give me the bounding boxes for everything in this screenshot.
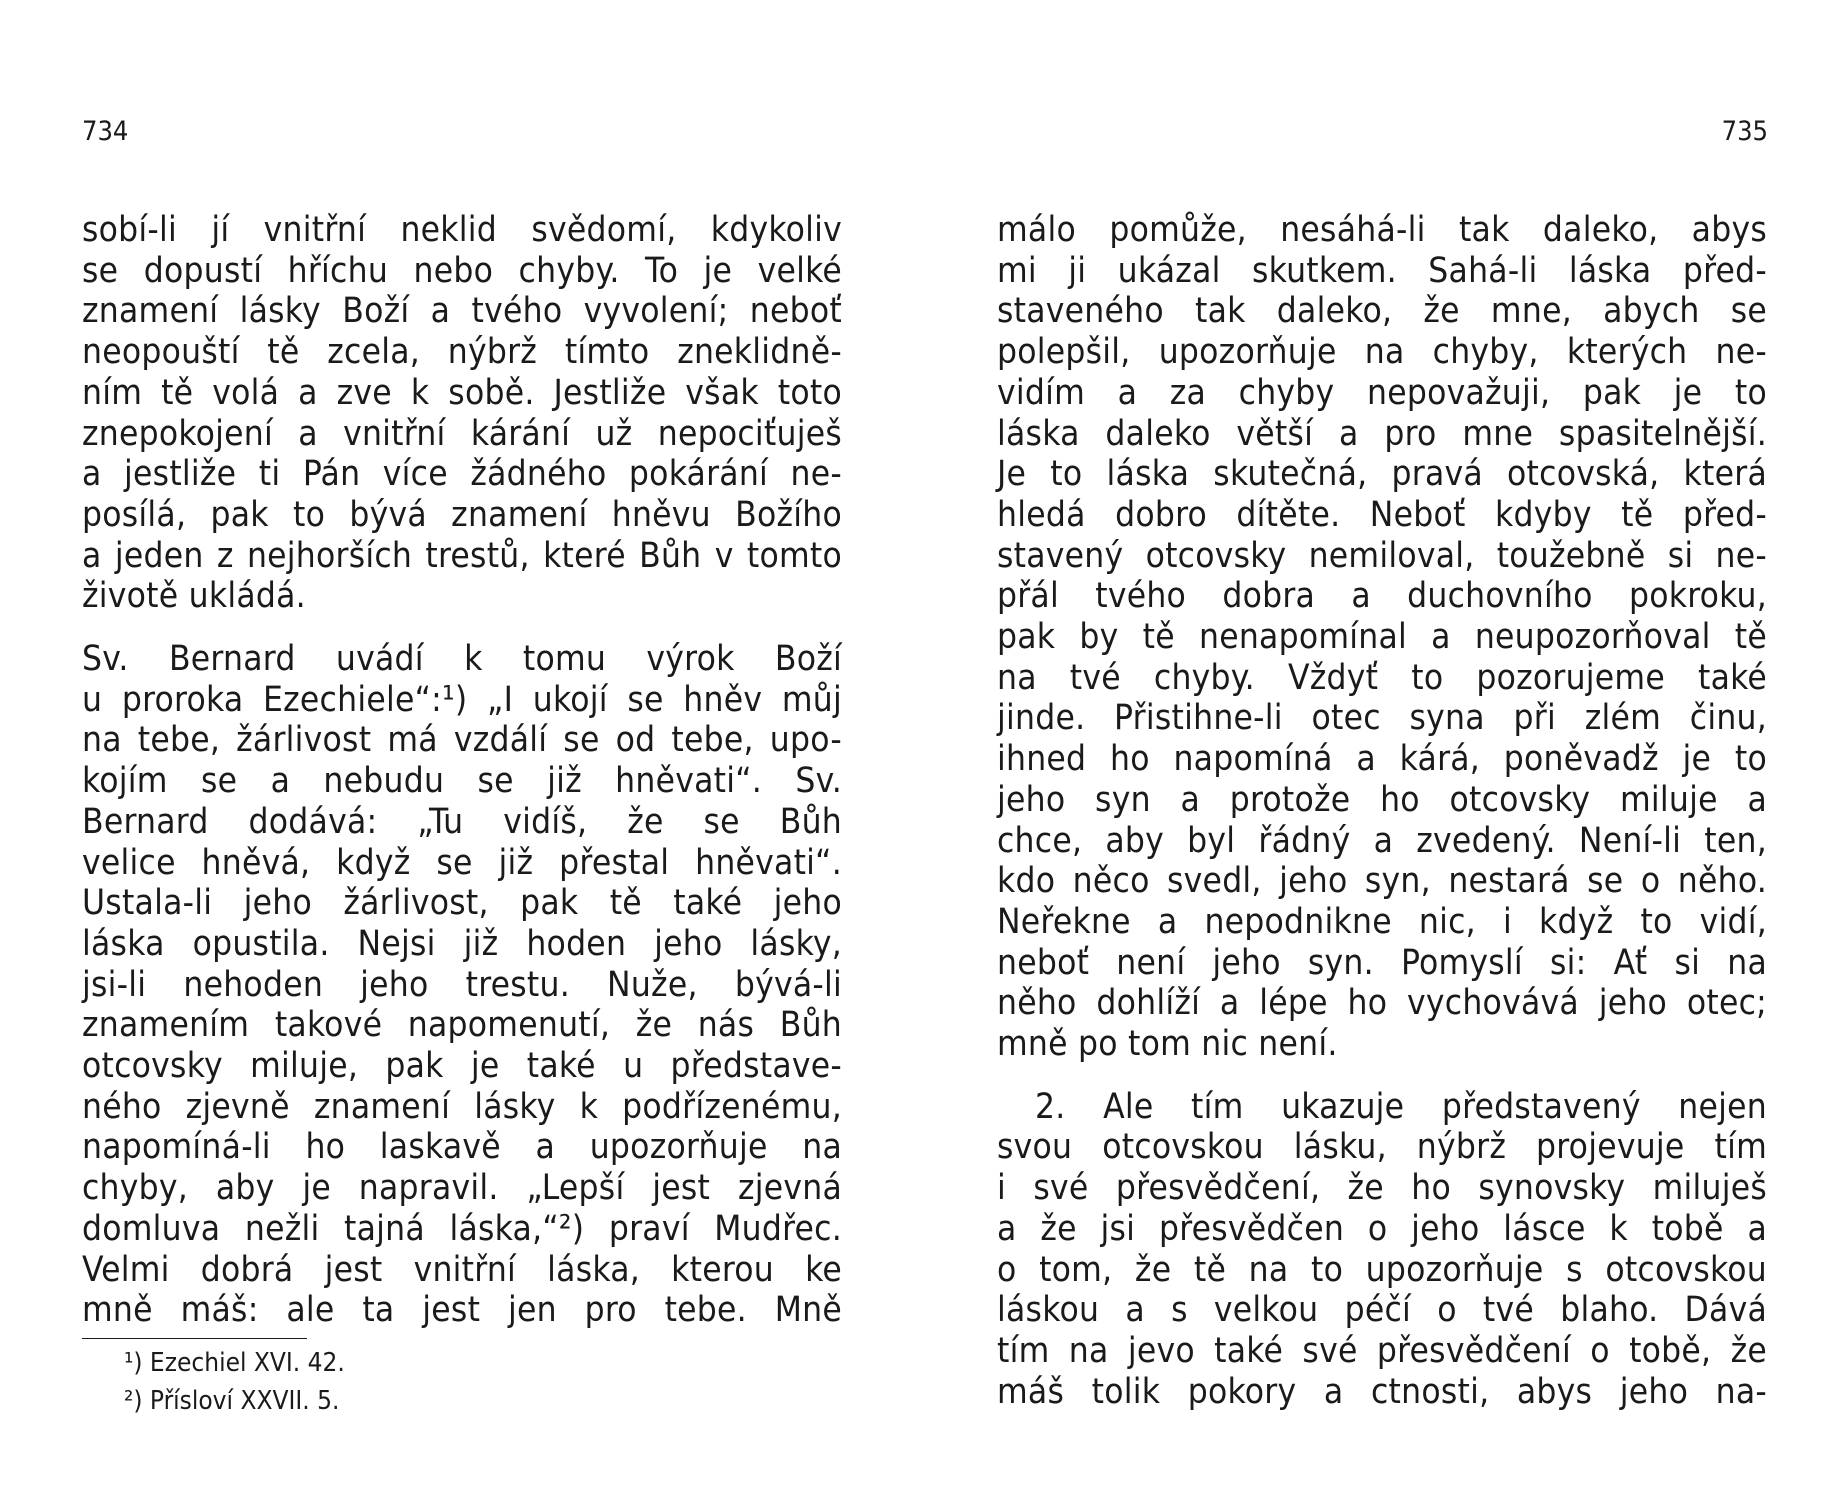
right-page xyxy=(912,0,1824,1500)
text-line: životě ukládá. xyxy=(82,576,306,617)
text-line: u proroka Ezechiele“:¹) „I ukojí se hněv můj xyxy=(82,679,842,720)
paragraph-gap xyxy=(997,1065,1767,1087)
text-line: vidím a za chyby nepovažuji, pak je to xyxy=(997,372,1767,413)
text-line: kojím se a nebudu se již hněvati“. Sv. xyxy=(82,761,842,802)
text-line: pak by tě nenapomínal a neupozorňoval tě xyxy=(997,617,1767,658)
text-line: láska opustila. Nejsi již hoden jeho lásky, xyxy=(82,923,842,964)
text-line: Bernard dodává: „Tu vidíš, že se Bůh xyxy=(82,801,842,842)
text-line: ním tě volá a zve k sobě. Jestliže však toto xyxy=(82,372,842,413)
paragraph-gap xyxy=(82,617,842,639)
text-line: Velmi dobrá jest vnitřní láska, kterou ke xyxy=(82,1249,842,1290)
footnotes xyxy=(82,1338,345,1420)
footnote: ²) Přísloví XXVII. 5. xyxy=(124,1386,340,1416)
text-line: jeho syn a protože ho otcovsky miluje a xyxy=(997,779,1767,820)
text-line: a jeden z nejhorších trestů, které Bůh v tomto xyxy=(82,535,842,576)
text-line: láskou a s velkou péčí o tvé blaho. Dává xyxy=(997,1290,1767,1331)
text-line: ihned ho napomíná a kárá, poněvadž je to xyxy=(997,739,1767,780)
text-line: kdo něco svedl, jeho syn, nestará se o něho. xyxy=(997,861,1767,902)
text-line: mně po tom nic není. xyxy=(997,1024,1338,1065)
text-line: i své přesvědčení, že ho synovsky miluješ xyxy=(997,1168,1767,1209)
text-line: ného zjevně znamení lásky k podřízenému, xyxy=(82,1086,842,1127)
text-line: 2. Ale tím ukazuje představený nejen xyxy=(1035,1086,1767,1127)
text-line: mně máš: ale ta jest jen pro tebe. Mně xyxy=(82,1290,842,1331)
text-line: velice hněvá, když se již přestal hněvati“. xyxy=(82,842,842,883)
text-line: přál tvého dobra a duchovního pokroku, xyxy=(997,576,1767,617)
text-line: a jestliže ti Pán více žádného pokárání ne- xyxy=(82,454,842,495)
text-line: Sv. Bernard uvádí k tomu výrok Boží xyxy=(82,639,842,680)
text-line: něho dohlíží a lépe ho vychovává jeho otec; xyxy=(997,983,1767,1024)
text-line: tím na jevo také své přesvědčení o tobě, že xyxy=(997,1330,1767,1371)
text-line: svou otcovskou lásku, nýbrž projevuje tím xyxy=(997,1127,1767,1168)
text-line: se dopustí hříchu nebo chyby. To je velké xyxy=(82,250,842,291)
text-line: jinde. Přistihne-li otec syna při zlém činu, xyxy=(997,698,1767,739)
page-number: 735 xyxy=(1721,116,1768,147)
text-line: domluva nežli tajná láska,“²) praví Mudřec. xyxy=(82,1208,842,1249)
text-line: otcovsky miluje, pak je také u představe- xyxy=(82,1046,842,1087)
text-line: hledá dobro dítěte. Neboť kdyby tě před- xyxy=(997,494,1767,535)
footnote: ¹) Ezechiel XVI. 42. xyxy=(124,1348,345,1378)
text-line: stavený otcovsky nemiloval, toužebně si ne- xyxy=(997,535,1767,576)
text-line: neboť není jeho syn. Pomyslí si: Ať si na xyxy=(997,942,1767,983)
text-line: máš tolik pokory a ctnosti, abys jeho na- xyxy=(997,1371,1767,1412)
text-line: chyby, aby je napravil. „Lepší jest zjevná xyxy=(82,1168,842,1209)
text-line: neopouští tě zcela, nýbrž tímto zneklidně- xyxy=(82,332,842,373)
text-line: chce, aby byl řádný a zvedený. Není-li ten, xyxy=(997,820,1767,861)
text-line: jsi-li nehoden jeho trestu. Nuže, bývá-li xyxy=(82,964,842,1005)
text-line: na tebe, žárlivost má vzdálí se od tebe, upo- xyxy=(82,720,842,761)
page-body xyxy=(82,210,842,1331)
page-number: 734 xyxy=(82,116,129,147)
text-line: Neřekne a nepodnikne nic, i když to vidí, xyxy=(997,901,1767,942)
text-line: a že jsi přesvědčen o jeho lásce k tobě a xyxy=(997,1208,1767,1249)
text-line: Je to láska skutečná, pravá otcovská, která xyxy=(997,454,1767,495)
text-line: napomíná-li ho laskavě a upozorňuje na xyxy=(82,1127,842,1168)
text-line: na tvé chyby. Vždyť to pozorujeme také xyxy=(997,657,1767,698)
text-line: znamením takové napomenutí, že nás Bůh xyxy=(82,1005,842,1046)
text-line: mi ji ukázal skutkem. Sahá-li láska před- xyxy=(997,250,1767,291)
page-body xyxy=(997,210,1767,1412)
text-line: polepšil, upozorňuje na chyby, kterých ne- xyxy=(997,332,1767,373)
text-line: sobí-li jí vnitřní neklid svědomí, kdykoliv xyxy=(82,210,842,250)
text-line: znepokojení a vnitřní kárání už nepociťuješ xyxy=(82,413,842,454)
text-line: Ustala-li jeho žárlivost, pak tě také jeho xyxy=(82,883,842,924)
text-line: znamení lásky Boží a tvého vyvolení; neboť xyxy=(82,291,842,332)
text-line: láska daleko větší a pro mne spasitelnější. xyxy=(997,413,1767,454)
text-line: posílá, pak to bývá znamení hněvu Božího xyxy=(82,494,842,535)
text-line: o tom, že tě na to upozorňuje s otcovskou xyxy=(997,1249,1767,1290)
text-line: staveného tak daleko, že mne, abych se xyxy=(997,291,1767,332)
text-line: málo pomůže, nesáhá-li tak daleko, abys xyxy=(997,210,1767,250)
